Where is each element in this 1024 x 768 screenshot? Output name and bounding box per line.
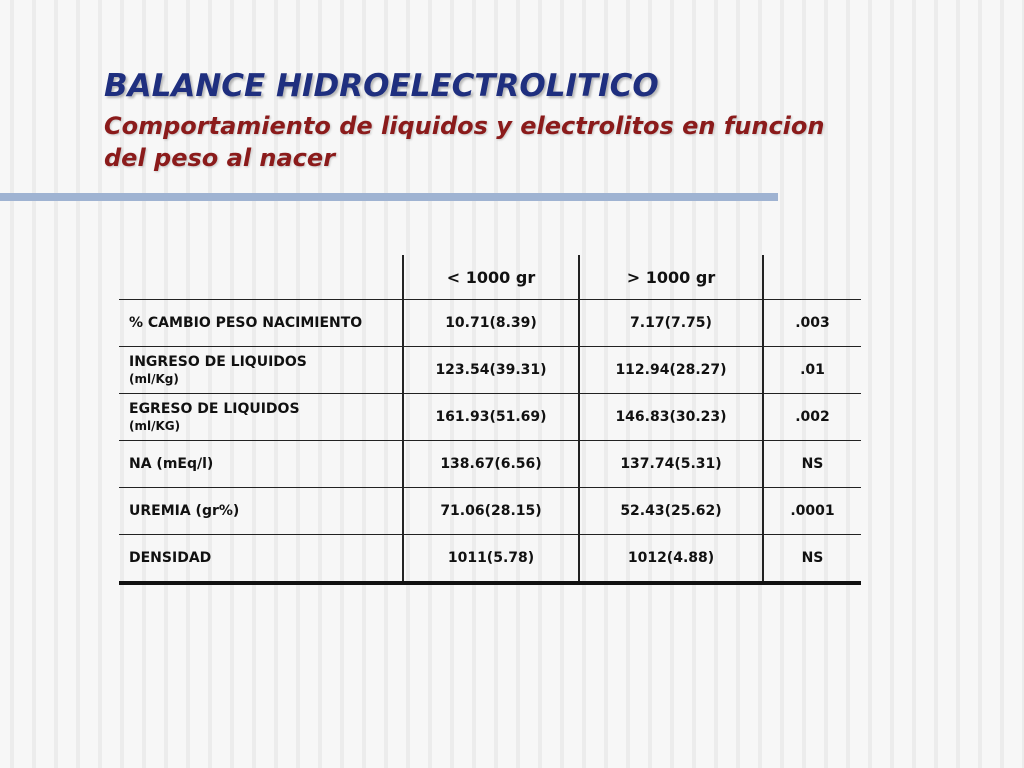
table-row [119, 300, 861, 347]
row-label-cell [119, 488, 403, 535]
table-row [119, 535, 861, 584]
column-header-under-1000: < 1000 gr [403, 255, 579, 300]
column-header-over-1000: > 1000 gr [579, 255, 763, 300]
row-unit: (ml/Kg) [129, 372, 179, 386]
slide-title: BALANCE HIDROELECTROLITICO [104, 68, 659, 104]
row-label: INGRESO DE LIQUIDOS [129, 354, 307, 370]
cell-p-value: NS [763, 441, 861, 488]
cell-over-1000: 146.83(30.23) [579, 394, 763, 441]
column-header-p-value [763, 255, 861, 300]
cell-p-value: .002 [763, 394, 861, 441]
cell-p-value: .003 [763, 300, 861, 347]
row-unit: (ml/KG) [129, 419, 181, 433]
table-row [119, 394, 861, 441]
row-label: EGRESO DE LIQUIDOS [129, 401, 300, 417]
row-label: UREMIA (gr%) [129, 502, 240, 519]
cell-over-1000: 112.94(28.27) [579, 347, 763, 394]
cell-over-1000: 1012(4.88) [579, 535, 763, 584]
title-divider [0, 193, 778, 201]
row-label-cell [119, 347, 403, 394]
slide-subtitle: Comportamiento de liquidos y electrolitos en funcion del peso al nacer [104, 112, 825, 172]
row-label: DENSIDAD [129, 549, 212, 566]
row-label-cell [119, 394, 403, 441]
cell-over-1000: 52.43(25.62) [579, 488, 763, 535]
table-row [119, 488, 861, 535]
column-header-variable [119, 255, 403, 300]
cell-under-1000: 161.93(51.69) [403, 394, 579, 441]
row-label-cell [119, 535, 403, 584]
cell-under-1000: 138.67(6.56) [403, 441, 579, 488]
table-header-row [119, 255, 861, 300]
cell-under-1000: 10.71(8.39) [403, 300, 579, 347]
cell-p-value: NS [763, 535, 861, 584]
cell-under-1000: 71.06(28.15) [403, 488, 579, 535]
table-row [119, 441, 861, 488]
cell-over-1000: 137.74(5.31) [579, 441, 763, 488]
cell-under-1000: 1011(5.78) [403, 535, 579, 584]
table-row [119, 347, 861, 394]
row-label-cell [119, 441, 403, 488]
cell-under-1000: 123.54(39.31) [403, 347, 579, 394]
row-label: % CAMBIO PESO NACIMIENTO [129, 314, 363, 331]
cell-p-value: .01 [763, 347, 861, 394]
row-label: NA (mEq/l) [129, 455, 214, 472]
cell-p-value: .0001 [763, 488, 861, 535]
data-table [119, 255, 861, 585]
row-label-cell [119, 300, 403, 347]
cell-over-1000: 7.17(7.75) [579, 300, 763, 347]
